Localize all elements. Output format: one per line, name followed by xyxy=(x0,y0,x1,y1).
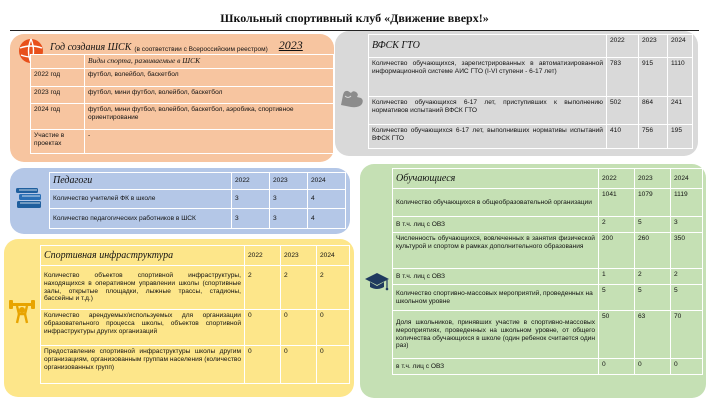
row-value: 0 xyxy=(599,359,635,375)
year-header: 2022 xyxy=(599,169,635,189)
founding-label: Год создания ШСК xyxy=(50,42,132,53)
row-label: 2023 год xyxy=(31,86,85,103)
founding-header xyxy=(50,37,328,53)
table-row xyxy=(50,190,346,209)
vfsk-table xyxy=(368,34,693,149)
vfsk-title-cell: ВФСК ГТО xyxy=(369,35,607,58)
row-value: 0 xyxy=(317,346,350,384)
table-row xyxy=(369,97,693,125)
year-header: 2023 xyxy=(639,35,668,58)
row-value: 2 xyxy=(635,269,671,285)
row-value: 1079 xyxy=(635,189,671,217)
year-header: 2022 xyxy=(232,173,270,190)
year-header: 2024 xyxy=(308,173,346,190)
founding-note: (в соответствии с Всероссийским реестром) xyxy=(134,46,268,53)
row-value: 50 xyxy=(599,311,635,359)
row-label: Количество обучающихся в общеобразовательной организации xyxy=(393,189,599,217)
row-label: Предоставление спортивной инфраструктуры школы другим организациям, организованным группам населения (количество организованных групп) xyxy=(41,346,245,384)
row-value: 63 xyxy=(635,311,671,359)
row-label: Количество педагогических работников в ШСК xyxy=(50,209,232,229)
row-label: Участие в проектах xyxy=(31,129,85,153)
row-value: 0 xyxy=(317,310,350,346)
row-label: Количество спортивно-массовых мероприятий, проведенных на школьном уровне xyxy=(393,285,599,311)
students-panel xyxy=(360,164,706,398)
row-label: В т.ч. лиц с ОВЗ xyxy=(393,217,599,233)
title-bar xyxy=(10,6,699,34)
row-label: Доля школьников, принявших участие в спортивно-массовых мероприятиях, проведенных на школьном уровне, от общего количества обучающихся в школе (один ребенок считается один раз) xyxy=(393,311,599,359)
row-value: 864 xyxy=(639,97,668,125)
table-row xyxy=(31,129,334,153)
row-label: 2024 год xyxy=(31,103,85,129)
table-row xyxy=(369,58,693,97)
row-value: 915 xyxy=(639,58,668,97)
table-row xyxy=(393,269,703,285)
table-row xyxy=(369,125,693,149)
row-value: 410 xyxy=(607,125,639,149)
row-value: 260 xyxy=(635,233,671,269)
table-row xyxy=(41,310,350,346)
row-value: 350 xyxy=(671,233,703,269)
founding-panel xyxy=(10,34,334,162)
row-label: Численность обучающихся, вовлеченных в занятия физической культурой и спортом в рамках дополнительного образования xyxy=(393,233,599,269)
row-value: 1041 xyxy=(599,189,635,217)
table-row xyxy=(41,246,350,266)
row-value: 4 xyxy=(308,209,346,229)
table-row xyxy=(393,285,703,311)
weightlifter-icon xyxy=(8,295,36,330)
year-header: 2024 xyxy=(317,246,350,266)
row-label: Количество объектов спортивной инфраструктуры, находящихся в оперативном управлении школы (спортивные залы, открытые площадки, лыжные трассы, стадионы, бассейны и т.д.) xyxy=(41,266,245,310)
table-row xyxy=(393,169,703,189)
row-value: - xyxy=(85,129,334,153)
row-value: 0 xyxy=(635,359,671,375)
table-row xyxy=(393,359,703,375)
row-value: 502 xyxy=(607,97,639,125)
table-row xyxy=(31,86,334,103)
row-value: 1119 xyxy=(671,189,703,217)
table-row xyxy=(393,233,703,269)
row-value: 0 xyxy=(245,310,281,346)
row-value: 1 xyxy=(599,269,635,285)
page-title: Школьный спортивный клуб «Движение вверх!» xyxy=(220,11,489,25)
row-value: футбол, мини футбол, волейбол, баскетбол xyxy=(85,86,334,103)
year-header: 2024 xyxy=(668,35,693,58)
vfsk-panel xyxy=(335,31,698,156)
table-row xyxy=(393,189,703,217)
muscle-arm-icon xyxy=(339,87,365,114)
row-value: 241 xyxy=(668,97,693,125)
year-header: 2022 xyxy=(607,35,639,58)
table-row xyxy=(31,68,334,86)
row-value: 5 xyxy=(671,285,703,311)
infrastructure-table xyxy=(40,245,350,384)
table-row xyxy=(369,35,693,58)
table-row xyxy=(31,55,334,69)
year-header: 2023 xyxy=(635,169,671,189)
infrastructure-panel xyxy=(4,239,354,397)
table-row xyxy=(393,311,703,359)
table-cell xyxy=(31,55,85,69)
row-label: Количество учителей ФК в школе xyxy=(50,190,232,209)
founding-year: 2023 xyxy=(278,38,303,52)
graduation-cap-icon xyxy=(364,271,390,298)
row-label: В т.ч. лиц с ОВЗ xyxy=(393,269,599,285)
row-value: 2 xyxy=(245,266,281,310)
teachers-title-cell: Педагоги xyxy=(50,173,232,190)
row-value: 3 xyxy=(671,217,703,233)
sports-header: Виды спорта, развиваемые в ШСК xyxy=(85,55,334,69)
row-value: 5 xyxy=(635,217,671,233)
table-row xyxy=(393,217,703,233)
teachers-panel xyxy=(10,168,350,234)
row-label: Количество обучающихся 6-17 лет, выполнивших нормативы испытаний ВФСК ГТО xyxy=(369,125,607,149)
table-row xyxy=(31,103,334,129)
row-label: Количество арендуемых/используемых для организации образовательного процесса школы, объектов спортивной инфраструктуры других организаций xyxy=(41,310,245,346)
sports-table xyxy=(30,54,334,154)
row-value: 3 xyxy=(270,190,308,209)
row-label: Количество обучающихся, зарегистрированных в автоматизированной информационной системе АИС ГТО (I-VI ступени - 6-17 лет) xyxy=(369,58,607,97)
row-value: 3 xyxy=(232,209,270,229)
row-value: 0 xyxy=(245,346,281,384)
row-value: 4 xyxy=(308,190,346,209)
year-header: 2023 xyxy=(270,173,308,190)
row-value: 5 xyxy=(635,285,671,311)
row-value: 783 xyxy=(607,58,639,97)
row-value: 5 xyxy=(599,285,635,311)
students-title-cell: Обучающиеся xyxy=(393,169,599,189)
row-value: футбол, мини футбол, волейбол, баскетбол, аэробика, спортивное ориентирование xyxy=(85,103,334,129)
table-row xyxy=(41,346,350,384)
row-value: 1110 xyxy=(668,58,693,97)
row-label: в т.ч. лиц с ОВЗ xyxy=(393,359,599,375)
teachers-table xyxy=(49,172,346,229)
row-label: 2022 год xyxy=(31,68,85,86)
year-header: 2024 xyxy=(671,169,703,189)
row-value: футбол, волейбол, баскетбол xyxy=(85,68,334,86)
row-value: 0 xyxy=(671,359,703,375)
table-row xyxy=(50,173,346,190)
row-value: 2 xyxy=(317,266,350,310)
table-row xyxy=(50,209,346,229)
row-value: 3 xyxy=(232,190,270,209)
row-value: 756 xyxy=(639,125,668,149)
row-value: 70 xyxy=(671,311,703,359)
row-value: 200 xyxy=(599,233,635,269)
row-value: 2 xyxy=(599,217,635,233)
row-value: 2 xyxy=(671,269,703,285)
row-value: 2 xyxy=(281,266,317,310)
row-value: 195 xyxy=(668,125,693,149)
year-header: 2023 xyxy=(281,246,317,266)
row-label: Количество обучающихся 6-17 лет, приступивших к выполнению нормативов испытаний ВФСК ГТО xyxy=(369,97,607,125)
row-value: 0 xyxy=(281,346,317,384)
books-icon xyxy=(14,186,44,215)
row-value: 0 xyxy=(281,310,317,346)
infrastructure-title-cell: Спортивная инфраструктура xyxy=(41,246,245,266)
row-value: 3 xyxy=(270,209,308,229)
students-table xyxy=(392,168,703,375)
table-row xyxy=(41,266,350,310)
year-header: 2022 xyxy=(245,246,281,266)
